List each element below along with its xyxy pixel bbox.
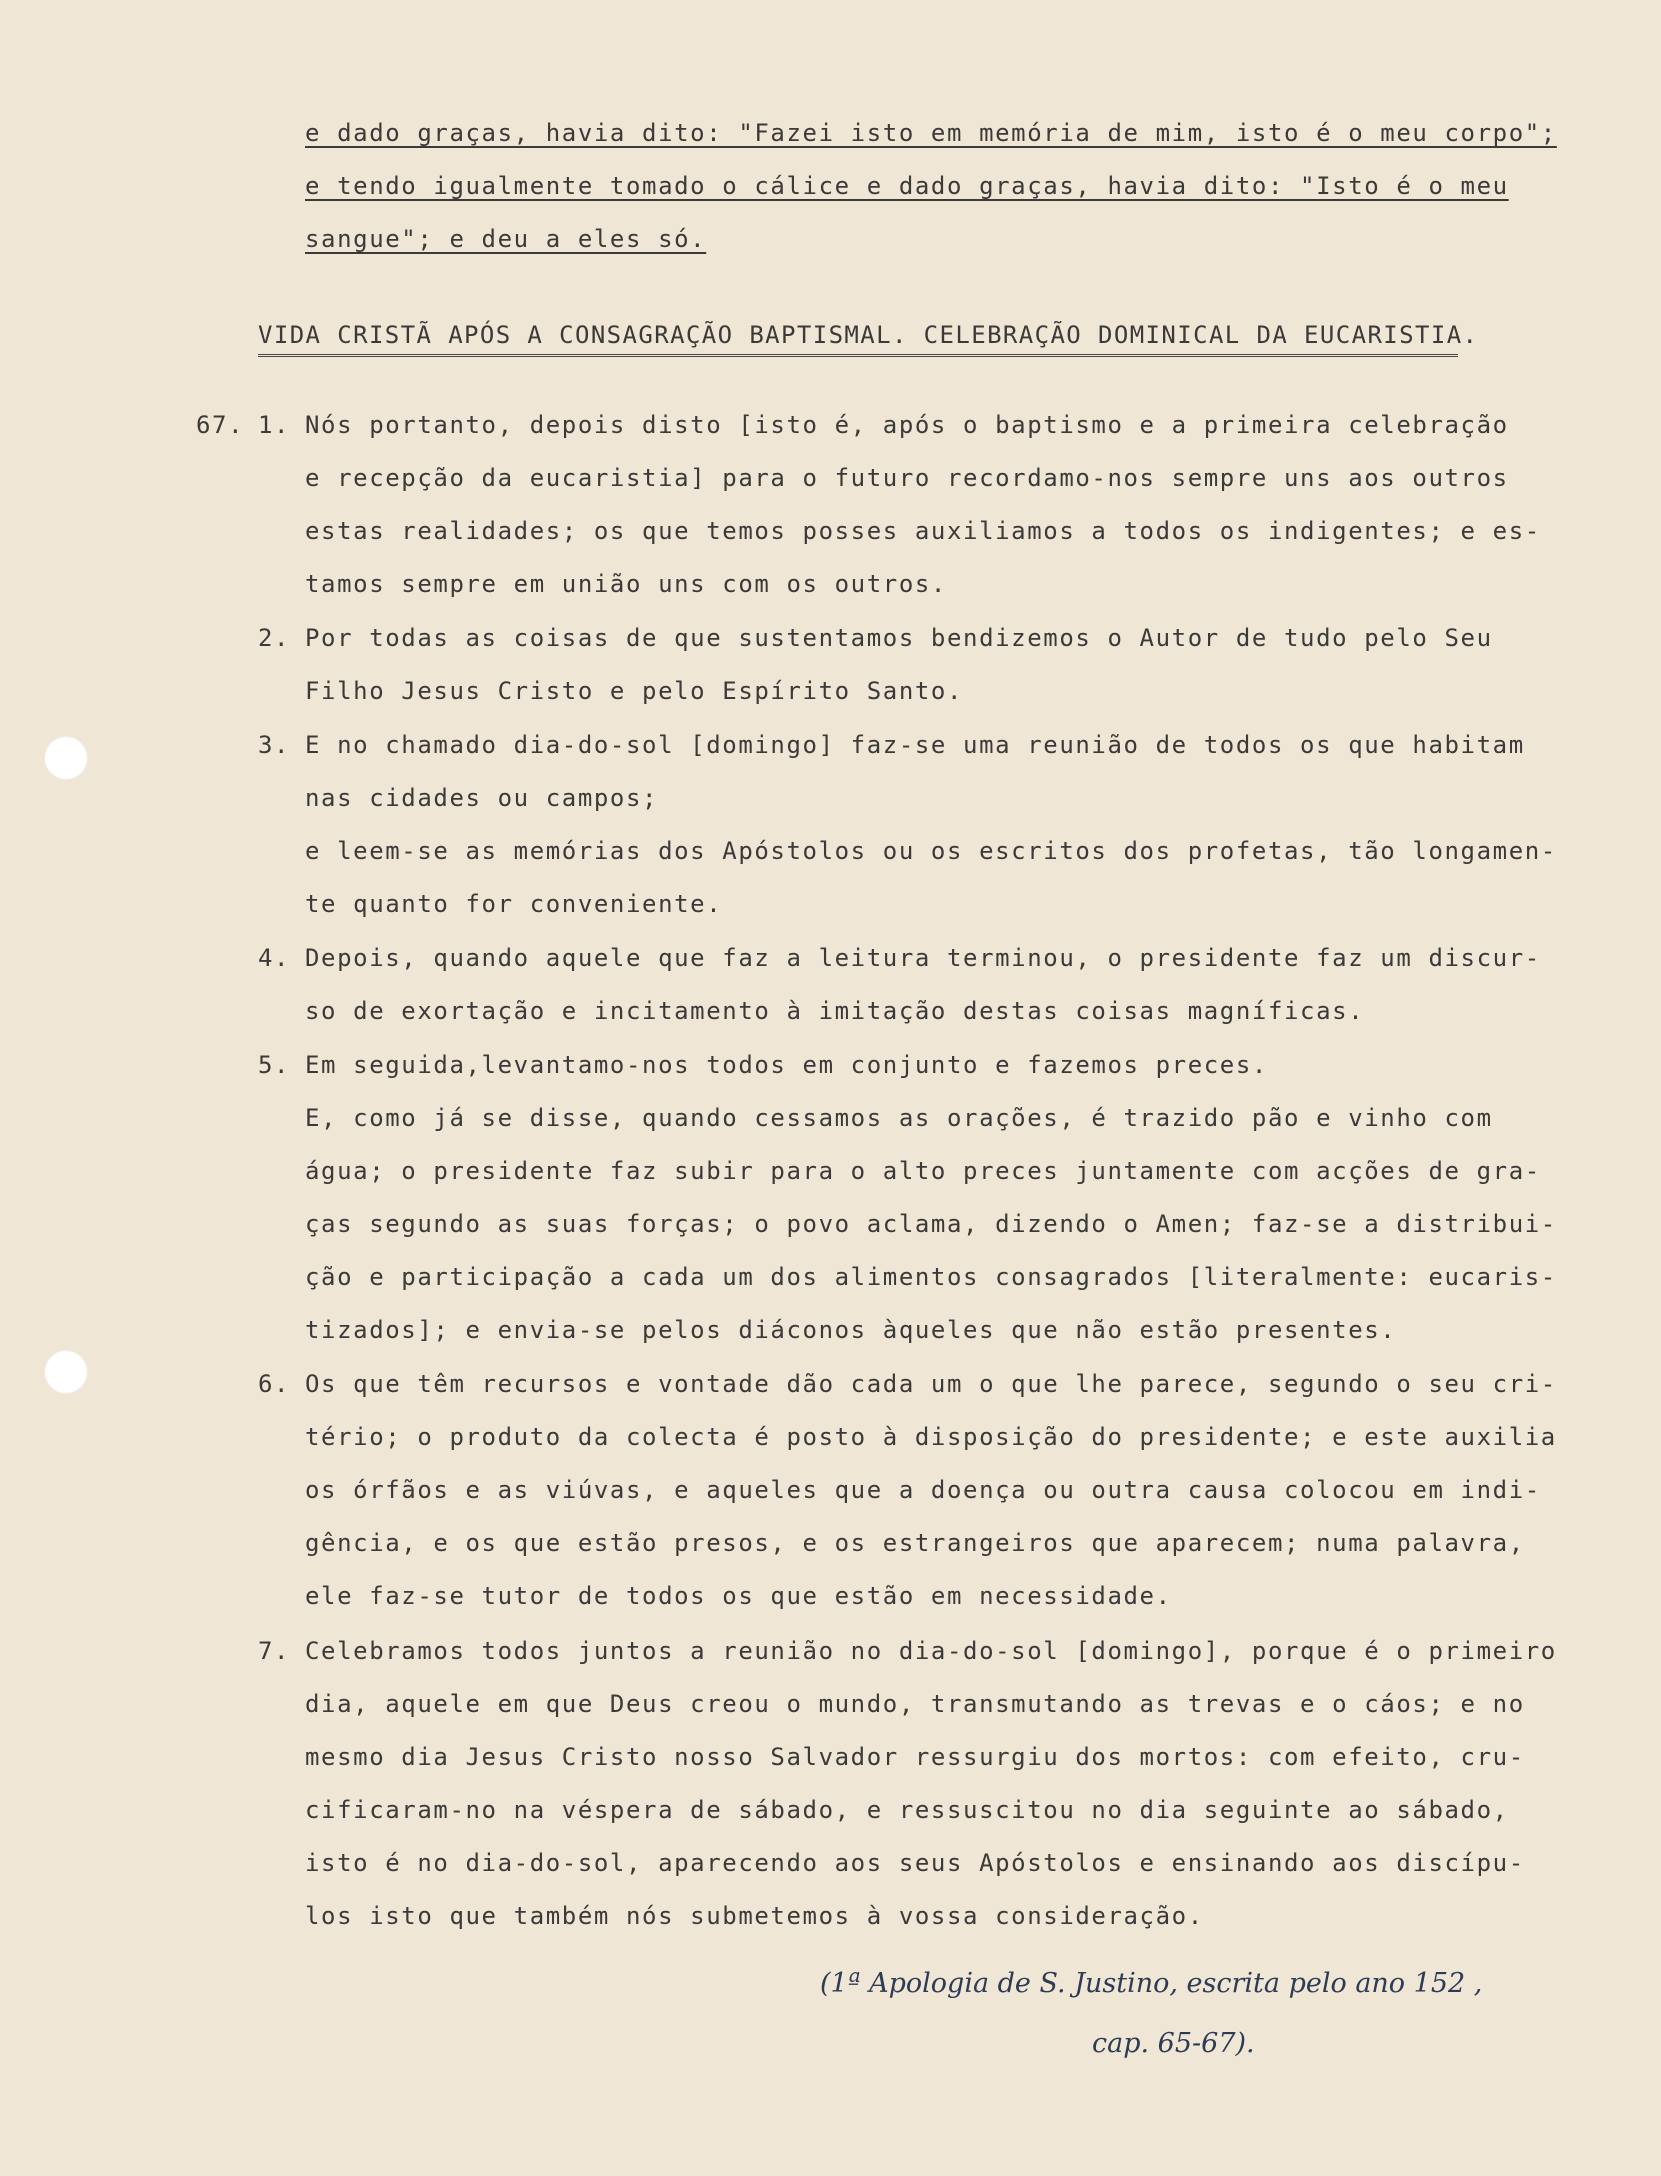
item-number-1: 1. [258, 411, 291, 439]
item-7-line-1: Celebramos todos juntos a reunião no dia-do-sol [domingo], porque é o primeiro [305, 1637, 1557, 1665]
item-3-line-1: E no chamado dia-do-sol [domingo] faz-se uma reunião de todos os que habitam [305, 731, 1525, 759]
item-6-line-3: os órfãos e as viúvas, e aqueles que a doença ou outra causa colocou em indi- [305, 1476, 1541, 1504]
item-2-line-1: Por todas as coisas de que sustentamos bendizemos o Autor de tudo pelo Seu [305, 624, 1493, 652]
item-5-line-2: E, como já se disse, quando cessamos as orações, é trazido pão e vinho com [305, 1104, 1493, 1132]
item-6-line-1: Os que têm recursos e vontade dão cada um o que lhe parece, segundo o seu cri- [305, 1370, 1557, 1398]
item-7-line-6: los isto que também nós submetemos à vossa consideração. [305, 1902, 1204, 1930]
handwritten-citation-line-1: (1ª Apologia de S. Justino, escrita pelo ano 152 , [820, 1968, 1483, 1999]
item-2-line-2: Filho Jesus Cristo e pelo Espírito Santo. [305, 677, 964, 705]
item-6-line-2: tério; o produto da colecta é posto à disposição do presidente; e este auxilia [305, 1423, 1557, 1451]
item-number-2: 2. [258, 624, 291, 652]
item-1-line-1: Nós portanto, depois disto [isto é, após o baptismo e a primeira celebração [305, 411, 1509, 439]
top-line-1: e dado graças, havia dito: "Fazei isto em memória de mim, isto é o meu corpo"; [305, 119, 1557, 147]
section-number: 67. [196, 411, 245, 439]
item-1-line-3: estas realidades; os que temos posses auxiliamos a todos os indigentes; e es- [305, 517, 1541, 545]
item-6-line-5: ele faz-se tutor de todos os que estão em necessidade. [305, 1582, 1172, 1610]
item-5-line-6: tizados]; e envia-se pelos diáconos àqueles que não estão presentes. [305, 1316, 1397, 1344]
top-line-2: e tendo igualmente tomado o cálice e dado graças, havia dito: "Isto é o meu [305, 172, 1509, 200]
item-6-line-4: gência, e os que estão presos, e os estrangeiros que aparecem; numa palavra, [305, 1529, 1525, 1557]
top-line-3-text: sangue"; e deu a eles só. [305, 225, 707, 253]
top-line-3 [305, 224, 706, 254]
punch-hole-top [44, 736, 88, 780]
item-4-line-2: so de exortação e incitamento à imitação destas coisas magníficas. [305, 997, 1365, 1025]
item-number-3: 3. [258, 731, 291, 759]
item-3-line-3: e leem-se as memórias dos Apóstolos ou os escritos dos profetas, tão longamen- [305, 837, 1557, 865]
item-number-7: 7. [258, 1637, 291, 1665]
item-number-6: 6. [258, 1370, 291, 1398]
handwritten-citation-line-2: cap. 65-67). [1092, 2028, 1255, 2059]
item-3-line-2: nas cidades ou campos; [305, 784, 659, 812]
item-7-line-5: isto é no dia-do-sol, aparecendo aos seus Apóstolos e ensinando aos discípu- [305, 1849, 1525, 1877]
punch-hole-bottom [44, 1350, 88, 1394]
item-5-line-1: Em seguida,levantamo-nos todos em conjunto e fazemos preces. [305, 1051, 1268, 1079]
item-7-line-4: cificaram-no na véspera de sábado, e ressuscitou no dia seguinte ao sábado, [305, 1796, 1509, 1824]
item-4-line-1: Depois, quando aquele que faz a leitura terminou, o presidente faz um discur- [305, 944, 1541, 972]
item-5-line-5: ção e participação a cada um dos alimentos consagrados [literalmente: eucaris- [305, 1263, 1557, 1291]
item-number-4: 4. [258, 944, 291, 972]
item-7-line-3: mesmo dia Jesus Cristo nosso Salvador ressurgiu dos mortos: com efeito, cru- [305, 1743, 1525, 1771]
item-3-line-4: te quanto for conveniente. [305, 890, 723, 918]
item-7-line-2: dia, aquele em que Deus creou o mundo, transmutando as trevas e o cáos; e no [305, 1690, 1525, 1718]
item-1-line-4: tamos sempre em união uns com os outros. [305, 570, 947, 598]
item-number-5: 5. [258, 1051, 291, 1079]
item-1-line-2: e recepção da eucaristia] para o futuro recordamo-nos sempre uns aos outros [305, 464, 1509, 492]
item-5-line-4: ças segundo as suas forças; o povo aclama, dizendo o Amen; faz-se a distribui- [305, 1210, 1557, 1238]
section-heading: VIDA CRISTÃ APÓS A CONSAGRAÇÃO BAPTISMAL. CELEBRAÇÃO DOMINICAL DA EUCARISTIA. [258, 318, 1458, 357]
item-5-line-3: água; o presidente faz subir para o alto preces juntamente com acções de gra- [305, 1157, 1541, 1185]
